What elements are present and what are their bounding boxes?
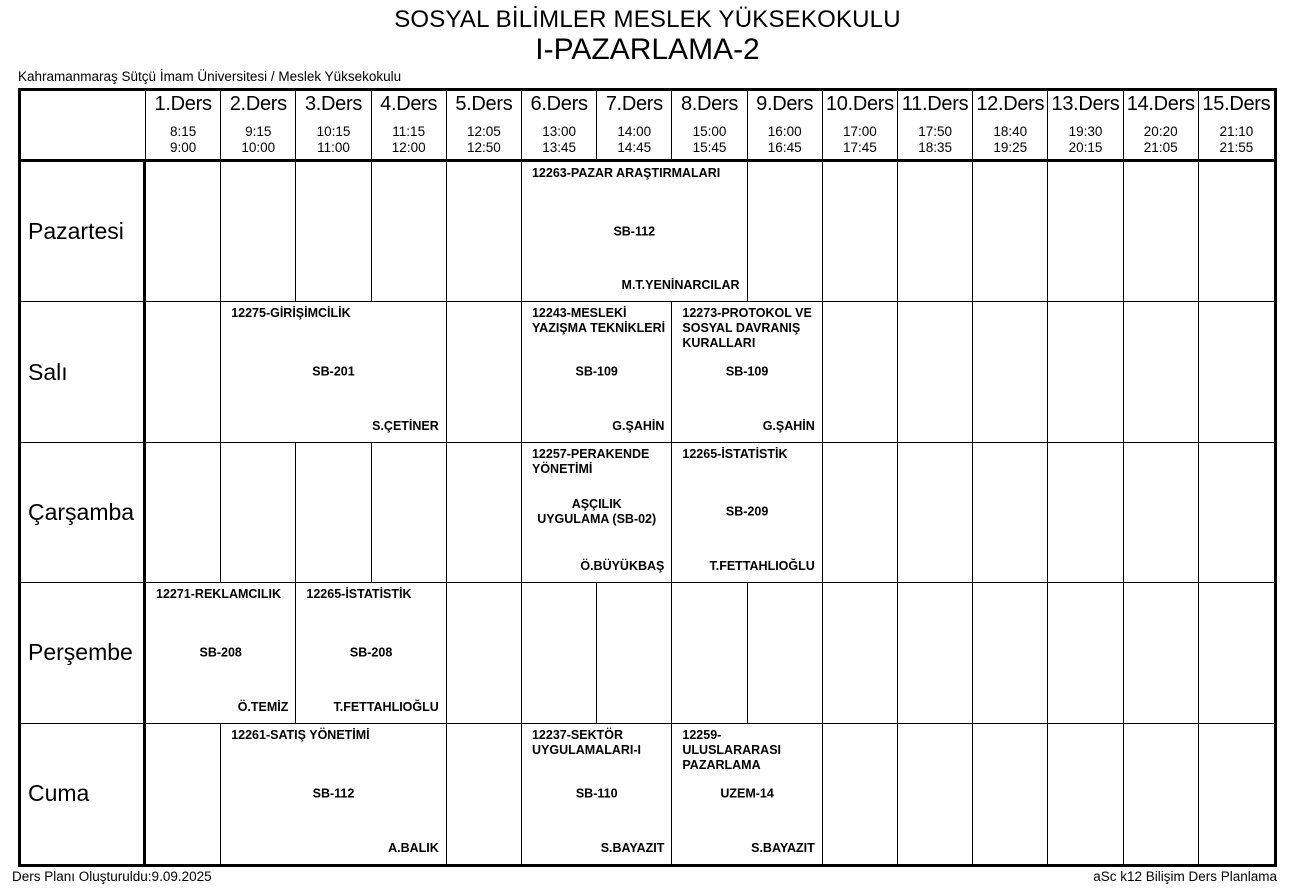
period-times <box>317 124 351 156</box>
empty-slot <box>372 443 447 583</box>
period-end-time: 13:45 <box>542 140 576 155</box>
empty-slot <box>748 162 823 302</box>
empty-slot <box>973 443 1048 583</box>
period-end-time: 12:50 <box>466 140 501 155</box>
empty-slot <box>973 724 1048 864</box>
empty-slot <box>823 443 898 583</box>
empty-slot <box>1048 302 1123 442</box>
period-start-time: 17:50 <box>918 124 952 139</box>
page-title: SOSYAL BİLİMLER MESLEK YÜKSEKOKULU <box>394 6 901 33</box>
course-cell <box>672 724 822 864</box>
course-cell <box>522 162 748 302</box>
period-label: 9.Ders <box>756 93 814 115</box>
empty-slot <box>447 302 522 442</box>
empty-slot <box>898 162 973 302</box>
period-start-time: 12:05 <box>466 124 501 139</box>
period-start-time: 21:10 <box>1219 124 1254 139</box>
course-teacher: S.BAYAZIT <box>751 840 815 855</box>
course-teacher: G.ŞAHİN <box>612 418 665 433</box>
period-start-time: 20:20 <box>1143 124 1178 139</box>
period-header <box>898 91 973 162</box>
empty-slot <box>1199 302 1274 442</box>
period-times <box>542 124 576 156</box>
period-start-time: 19:30 <box>1068 124 1103 139</box>
period-start-time: 11:15 <box>392 124 426 139</box>
empty-slot <box>597 583 672 723</box>
empty-slot <box>221 443 296 583</box>
period-header <box>597 91 672 162</box>
empty-slot <box>823 302 898 442</box>
course-room: AŞÇILIK UYGULAMA (SB-02) <box>537 497 657 527</box>
course-cell <box>672 443 822 583</box>
period-end-time: 16:45 <box>767 140 802 155</box>
period-start-time: 8:15 <box>169 124 197 139</box>
course-room: UZEM-14 <box>720 786 774 801</box>
course-title: 12273-PROTOKOL VE SOSYAL DAVRANIŞ KURALLARI <box>682 306 812 351</box>
period-end-time: 19:25 <box>993 140 1028 155</box>
course-room: SB-112 <box>613 224 656 239</box>
course-room: SB-201 <box>312 364 355 379</box>
empty-slot <box>447 443 522 583</box>
empty-slot <box>1048 583 1123 723</box>
empty-slot <box>1048 443 1123 583</box>
period-label: 14.Ders <box>1126 93 1195 115</box>
course-cell <box>522 302 672 442</box>
empty-slot <box>898 302 973 442</box>
period-start-time: 15:00 <box>692 124 727 139</box>
course-title: 12243-MESLEKİ YAZIŞMA TEKNİKLERİ <box>531 306 666 336</box>
empty-slot <box>522 583 597 723</box>
period-times <box>1069 124 1103 156</box>
day-row-label: Çarşamba <box>21 443 146 583</box>
course-title: 12257-PERAKENDE YÖNETİMİ <box>531 446 650 476</box>
course-title: 12261-SATIŞ YÖNETİMİ <box>231 727 370 742</box>
period-times <box>1219 124 1253 156</box>
empty-slot <box>1048 162 1123 302</box>
period-label: 15.Ders <box>1202 93 1271 115</box>
empty-slot <box>973 583 1048 723</box>
period-times <box>467 124 501 156</box>
period-times <box>918 124 952 156</box>
course-title: 12263-PAZAR ARAŞTIRMALARI <box>531 166 721 180</box>
empty-slot <box>447 583 522 723</box>
period-label: 5.Ders <box>455 93 513 115</box>
period-end-time: 21:05 <box>1143 140 1178 155</box>
period-start-time: 17:00 <box>842 124 877 139</box>
empty-slot <box>1124 302 1199 442</box>
course-room: SB-209 <box>725 504 769 519</box>
course-teacher: S.BAYAZIT <box>600 840 665 855</box>
empty-slot <box>1124 724 1199 864</box>
period-header <box>1048 91 1123 162</box>
course-teacher: Ö.TEMİZ <box>237 699 289 714</box>
period-label: 3.Ders <box>304 93 363 115</box>
course-title: 12237-SEKTÖR UYGULAMALARI-I <box>531 727 641 757</box>
empty-slot <box>146 162 221 302</box>
course-cell <box>296 583 446 723</box>
course-teacher: G.ŞAHİN <box>762 418 815 433</box>
empty-slot <box>1124 443 1199 583</box>
course-room: SB-208 <box>199 645 242 660</box>
day-row-label: Pazartesi <box>21 162 146 302</box>
course-room: SB-208 <box>349 645 393 660</box>
footer-app-name: aSc k12 Bilişim Ders Planlama <box>1093 869 1277 884</box>
page-subtitle: I-PAZARLAMA-2 <box>535 33 760 66</box>
period-label: 1.Ders <box>154 93 212 115</box>
period-start-time: 16:00 <box>767 124 802 139</box>
period-end-time: 18:35 <box>918 140 952 155</box>
course-teacher: T.FETTAHLIOĞLU <box>709 559 815 574</box>
empty-slot <box>447 162 522 302</box>
course-cell <box>221 302 447 442</box>
period-label: 2.Ders <box>229 93 287 115</box>
course-cell <box>672 302 822 442</box>
course-room: SB-109 <box>575 364 618 379</box>
day-row-label: Salı <box>21 302 146 442</box>
course-teacher: A.BALIK <box>388 840 439 855</box>
period-start-time: 10:15 <box>316 124 351 139</box>
course-room: SB-112 <box>312 786 355 801</box>
period-header <box>748 91 823 162</box>
period-label: 10.Ders <box>825 93 894 115</box>
period-header <box>372 91 447 162</box>
course-cell <box>522 443 672 583</box>
period-start-time: 14:00 <box>617 124 652 139</box>
day-row-label: Perşembe <box>21 583 146 723</box>
period-label: 11.Ders <box>901 93 969 115</box>
period-times <box>843 124 877 156</box>
period-label: 4.Ders <box>380 93 438 115</box>
course-title: 12265-İSTATİSTİK <box>306 587 412 602</box>
empty-slot <box>146 302 221 442</box>
period-end-time: 14:45 <box>617 140 652 155</box>
organization-line: Kahramanmaraş Sütçü İmam Üniversitesi / Meslek Yüksekokulu <box>18 69 402 84</box>
day-row-label: Cuma <box>21 724 146 864</box>
timetable-corner <box>21 91 146 162</box>
empty-slot <box>973 162 1048 302</box>
period-end-time: 21:55 <box>1219 140 1254 155</box>
course-teacher: S.ÇETİNER <box>372 418 439 433</box>
period-end-time: 9:00 <box>169 140 197 155</box>
period-start-time: 9:15 <box>245 124 272 139</box>
period-header <box>1199 91 1274 162</box>
period-end-time: 20:15 <box>1068 140 1103 155</box>
period-end-time: 17:45 <box>842 140 877 155</box>
course-room: SB-110 <box>575 786 618 801</box>
empty-slot <box>447 724 522 864</box>
empty-slot <box>1048 724 1123 864</box>
period-start-time: 13:00 <box>542 124 576 139</box>
empty-slot <box>898 583 973 723</box>
period-label: 8.Ders <box>680 93 739 115</box>
course-cell <box>221 724 447 864</box>
empty-slot <box>296 162 371 302</box>
period-times <box>241 124 275 156</box>
empty-slot <box>296 443 371 583</box>
course-teacher: Ö.BÜYÜKBAŞ <box>580 559 665 574</box>
period-header <box>221 91 296 162</box>
period-label: 13.Ders <box>1051 93 1120 115</box>
course-title: 12259-ULUSLARARASI PAZARLAMA <box>682 727 781 772</box>
period-times <box>617 124 651 156</box>
period-times <box>693 124 727 156</box>
course-title: 12265-İSTATİSTİK <box>682 446 788 461</box>
empty-slot <box>1199 443 1274 583</box>
period-header <box>522 91 597 162</box>
course-title: 12271-REKLAMCILIK <box>156 587 282 602</box>
period-times <box>993 124 1027 156</box>
empty-slot <box>823 583 898 723</box>
empty-slot <box>221 162 296 302</box>
empty-slot <box>1199 583 1274 723</box>
period-times <box>1144 124 1178 156</box>
timetable-grid <box>18 88 1277 867</box>
period-end-time: 12:00 <box>391 140 426 155</box>
period-header <box>973 91 1048 162</box>
period-label: 7.Ders <box>605 93 663 115</box>
course-title: 12275-GİRİŞİMCİLİK <box>231 306 351 321</box>
course-cell <box>522 724 672 864</box>
empty-slot <box>823 724 898 864</box>
empty-slot <box>146 724 221 864</box>
period-times <box>768 124 802 156</box>
footer-created-date: Ders Planı Oluşturuldu:9.09.2025 <box>12 869 212 884</box>
empty-slot <box>898 443 973 583</box>
course-room: SB-109 <box>725 364 769 379</box>
empty-slot <box>748 583 823 723</box>
period-header <box>672 91 747 162</box>
course-teacher: M.T.YENİNARCILAR <box>621 278 740 293</box>
period-header <box>823 91 898 162</box>
empty-slot <box>1124 162 1199 302</box>
period-header <box>1124 91 1199 162</box>
period-end-time: 15:45 <box>692 140 727 155</box>
period-label: 6.Ders <box>530 93 588 115</box>
course-teacher: T.FETTAHLIOĞLU <box>333 699 439 714</box>
empty-slot <box>1124 583 1199 723</box>
empty-slot <box>672 583 747 723</box>
course-cell <box>146 583 296 723</box>
period-start-time: 18:40 <box>993 124 1028 139</box>
period-times <box>170 124 196 156</box>
period-header <box>146 91 221 162</box>
empty-slot <box>372 162 447 302</box>
empty-slot <box>898 724 973 864</box>
empty-slot <box>823 162 898 302</box>
period-header <box>296 91 371 162</box>
period-times <box>392 124 426 156</box>
empty-slot <box>1199 162 1274 302</box>
period-end-time: 11:00 <box>317 140 350 155</box>
period-header <box>447 91 522 162</box>
empty-slot <box>146 443 221 583</box>
period-label: 12.Ders <box>976 93 1045 115</box>
empty-slot <box>1199 724 1274 864</box>
empty-slot <box>973 302 1048 442</box>
period-end-time: 10:00 <box>241 140 276 155</box>
